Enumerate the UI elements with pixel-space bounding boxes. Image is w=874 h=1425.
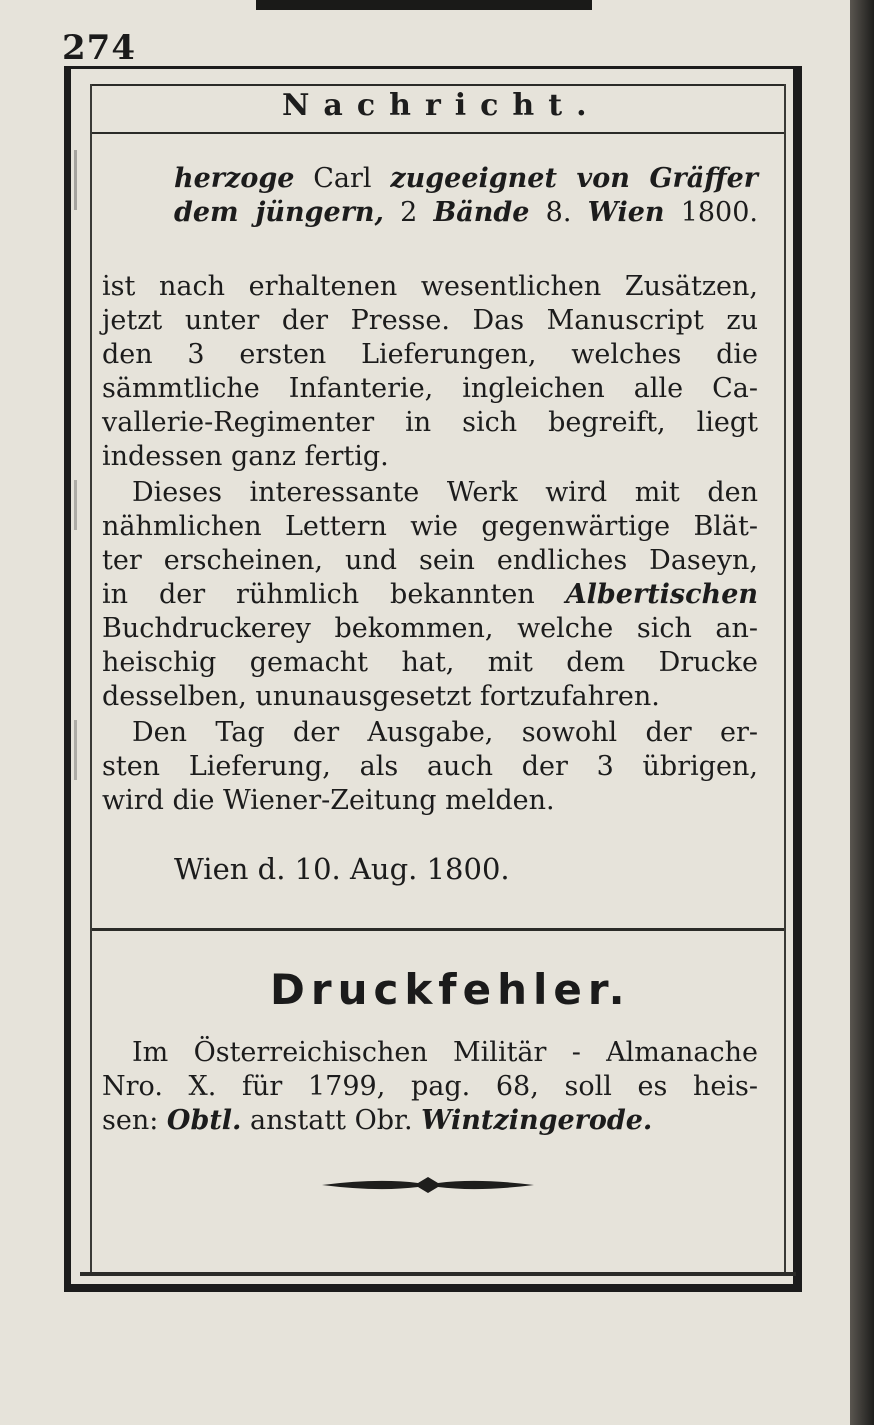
citation-line-2 <box>174 196 758 230</box>
ornament-flourish-icon <box>318 1172 538 1198</box>
body-text: in der rühmlich bekannten <box>102 579 535 610</box>
body-line: nähmlichen Lettern wie gegenwärtige Blät- <box>102 511 758 542</box>
body-line: desselben, ununausgesetzt fortzufahren. <box>102 681 660 712</box>
margin-mark <box>74 720 77 780</box>
page-number: 274 <box>62 28 136 68</box>
body-line: wird die Wiener-Zeitung melden. <box>102 785 555 816</box>
errata-text-italic: Wintzingerode. <box>421 1105 653 1136</box>
dateline: Wien d. 10. Aug. 1800. <box>174 852 510 886</box>
errata-text-italic: Obtl. <box>166 1105 242 1136</box>
citation-text: Bände <box>433 197 530 228</box>
citation-text: Wien <box>587 197 665 228</box>
body-line: Buchdruckerey bekommen, welche sich an- <box>102 613 758 644</box>
citation-text: Carl <box>313 163 372 194</box>
body-line: den 3 ersten Lieferungen, welches die <box>102 339 758 370</box>
body-line: jetzt unter der Presse. Das Manuscript zu <box>102 305 758 336</box>
body-line: sten Lieferung, als auch der 3 übrigen, <box>102 751 758 782</box>
citation-text: herzoge <box>174 163 295 194</box>
body-line: Dieses interessante Werk wird mit den <box>132 477 758 508</box>
body-line: indessen ganz fertig. <box>102 441 389 472</box>
header-rule-bottom <box>92 132 784 134</box>
section-divider <box>92 928 784 931</box>
body-line: ter erscheinen, und sein endliches Daseyn, <box>102 545 758 576</box>
errata-text: sen: <box>102 1105 159 1136</box>
errata-text: anstatt Obr. <box>250 1105 413 1136</box>
body-line <box>102 578 758 612</box>
body-text-italic: Albertischen <box>565 579 758 610</box>
body-line: vallerie-Regimenter in sich begreift, liegt <box>102 407 758 438</box>
header-rule-top <box>92 84 784 86</box>
citation-text: 8. <box>545 197 572 228</box>
margin-mark <box>74 480 77 530</box>
citation-text: zugeeignet von Gräffer <box>390 163 758 194</box>
body-line: ist nach erhaltenen wesentlichen Zusätzen, <box>102 271 758 302</box>
section-heading-nachricht: Nachricht. <box>282 88 601 123</box>
body-line: Den Tag der Ausgabe, sowohl der er- <box>132 717 758 748</box>
citation-text: dem jüngern, <box>174 197 384 228</box>
margin-mark <box>74 150 77 210</box>
citation-line-1 <box>174 162 758 196</box>
citation-text: 2 <box>400 197 418 228</box>
errata-line: Im Österreichischen Militär - Almanache <box>132 1037 758 1068</box>
section-heading-druckfehler: Druckfehler. <box>270 965 631 1014</box>
top-binding-strip <box>256 0 592 10</box>
errata-line <box>102 1104 758 1138</box>
errata-line: Nro. X. für 1799, pag. 68, soll es heis- <box>102 1071 758 1102</box>
citation-text: 1800. <box>680 197 758 228</box>
body-line: sämmtliche Infanterie, ingleichen alle Ca- <box>102 373 758 404</box>
bottom-rule <box>80 1272 796 1276</box>
body-line: heischig gemacht hat, mit dem Drucke <box>102 647 758 678</box>
page-edge-shadow <box>850 0 874 1425</box>
